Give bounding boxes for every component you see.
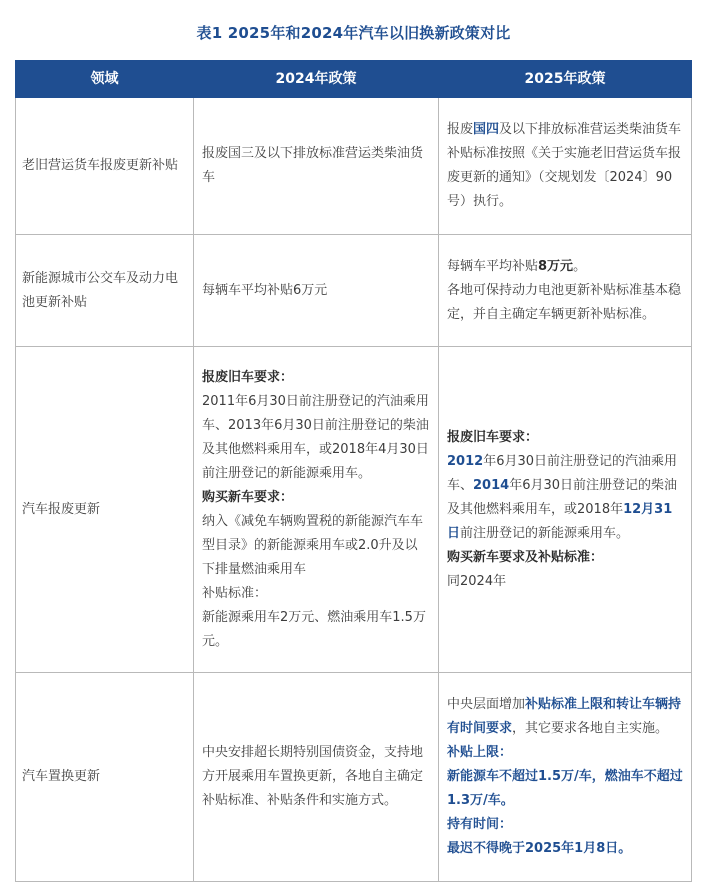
highlight-text: 国四 bbox=[473, 122, 500, 137]
policy-text: ，其它要求各地自主实施。 bbox=[512, 721, 669, 736]
policy-line: 2011年6月30日前注册登记的汽油乘用车、2013年6月30日前注册登记的柴油及其他燃料乘用车，或2018年4月30日前注册登记的新能源乘用车。 bbox=[202, 393, 429, 481]
policy-text: 报废 bbox=[447, 122, 474, 137]
policy-text: 及以下排放标准营运类柴油货车 bbox=[499, 122, 682, 137]
highlight-text: 最迟不得晚于2025年1月8日。 bbox=[447, 841, 632, 856]
table-row bbox=[16, 347, 692, 673]
cell-2025-policy bbox=[439, 235, 692, 347]
cell-domain: 老旧营运货车报废更新补贴 bbox=[16, 98, 194, 235]
highlight-text: 补贴标准上限和转让车辆持有时间要求 bbox=[447, 697, 682, 736]
cell-2025-policy bbox=[439, 347, 692, 673]
policy-text: 年6月30日前注册登记的汽油乘用车、 bbox=[447, 453, 678, 493]
policy-line bbox=[447, 693, 683, 741]
policy-line bbox=[447, 450, 683, 546]
cell-2025-policy bbox=[439, 98, 692, 235]
policy-text: 前注册登记的新能源乘用车。 bbox=[460, 525, 630, 541]
highlight-text: 8万元 bbox=[538, 258, 574, 274]
cell-domain: 新能源城市公交车及动力电池更新补贴 bbox=[16, 235, 194, 347]
policy-line bbox=[447, 118, 683, 142]
requirement-heading: 持有时间： bbox=[447, 817, 513, 832]
policy-line: 各地可保持动力电池更新补贴标准基本稳定，并自主确定车辆更新补贴标准。 bbox=[447, 282, 682, 322]
requirement-heading: 补贴上限： bbox=[447, 745, 513, 760]
policy-text: 每辆车平均补贴 bbox=[447, 258, 539, 274]
table-title: 表1 2025年和2024年汽车以旧换新政策对比 bbox=[196, 24, 511, 42]
policy-line: 补贴标准： bbox=[202, 585, 268, 601]
cell-domain: 汽车置换更新 bbox=[16, 673, 194, 882]
policy-line: 新能源乘用车2万元、燃油乘用车1.5万元。 bbox=[202, 609, 426, 649]
header-domain: 领域 bbox=[16, 61, 194, 98]
table-row bbox=[16, 235, 692, 347]
requirement-heading: 购买新车要求： bbox=[202, 489, 294, 505]
policy-line: 纳入《减免车辆购置税的新能源汽车车型目录》的新能源乘用车或2.0升及以下排量燃油乘用车 bbox=[202, 513, 424, 577]
highlight-text: 新能源车不超过1.5万/车，燃油车不超过1.3万/车。 bbox=[447, 769, 683, 808]
policy-line: 补贴标准按照《关于实施老旧营运货车报废更新的通知》（交规划发〔2024〕90号）执行。 bbox=[447, 146, 682, 209]
cell-2024-policy: 每辆车平均补贴6万元 bbox=[194, 235, 439, 347]
policy-comparison-table bbox=[15, 60, 692, 882]
cell-2025-policy bbox=[439, 673, 692, 882]
policy-line: 同2024年 bbox=[447, 573, 507, 589]
highlight-text: 2014 bbox=[473, 477, 510, 493]
requirement-heading: 报废旧车要求： bbox=[202, 369, 294, 385]
header-2024-policy: 2024年政策 bbox=[194, 61, 439, 98]
table-row bbox=[16, 673, 692, 882]
cell-domain: 汽车报废更新 bbox=[16, 347, 194, 673]
policy-line bbox=[447, 255, 683, 279]
header-2025-policy: 2025年政策 bbox=[439, 61, 692, 98]
cell-2024-policy bbox=[194, 347, 439, 673]
highlight-text: 12月31日 bbox=[447, 501, 673, 541]
policy-text: 年6月30日前注册登记的柴油及其他燃料乘用车，或2018年 bbox=[447, 477, 678, 517]
policy-text: 中央层面增加 bbox=[447, 697, 526, 712]
table-header-row bbox=[16, 61, 692, 98]
table-row bbox=[16, 98, 692, 235]
highlight-text: 2012 bbox=[447, 453, 484, 469]
policy-text: 。 bbox=[573, 258, 587, 274]
cell-2024-policy: 中央安排超长期特别国债资金，支持地方开展乘用车置换更新，各地自主确定补贴标准、补贴条件和实施方式。 bbox=[194, 673, 439, 882]
requirement-heading: 购买新车要求及补贴标准： bbox=[447, 549, 604, 565]
cell-2024-policy: 报废国三及以下排放标准营运类柴油货车 bbox=[194, 98, 439, 235]
requirement-heading: 报废旧车要求： bbox=[447, 429, 539, 445]
